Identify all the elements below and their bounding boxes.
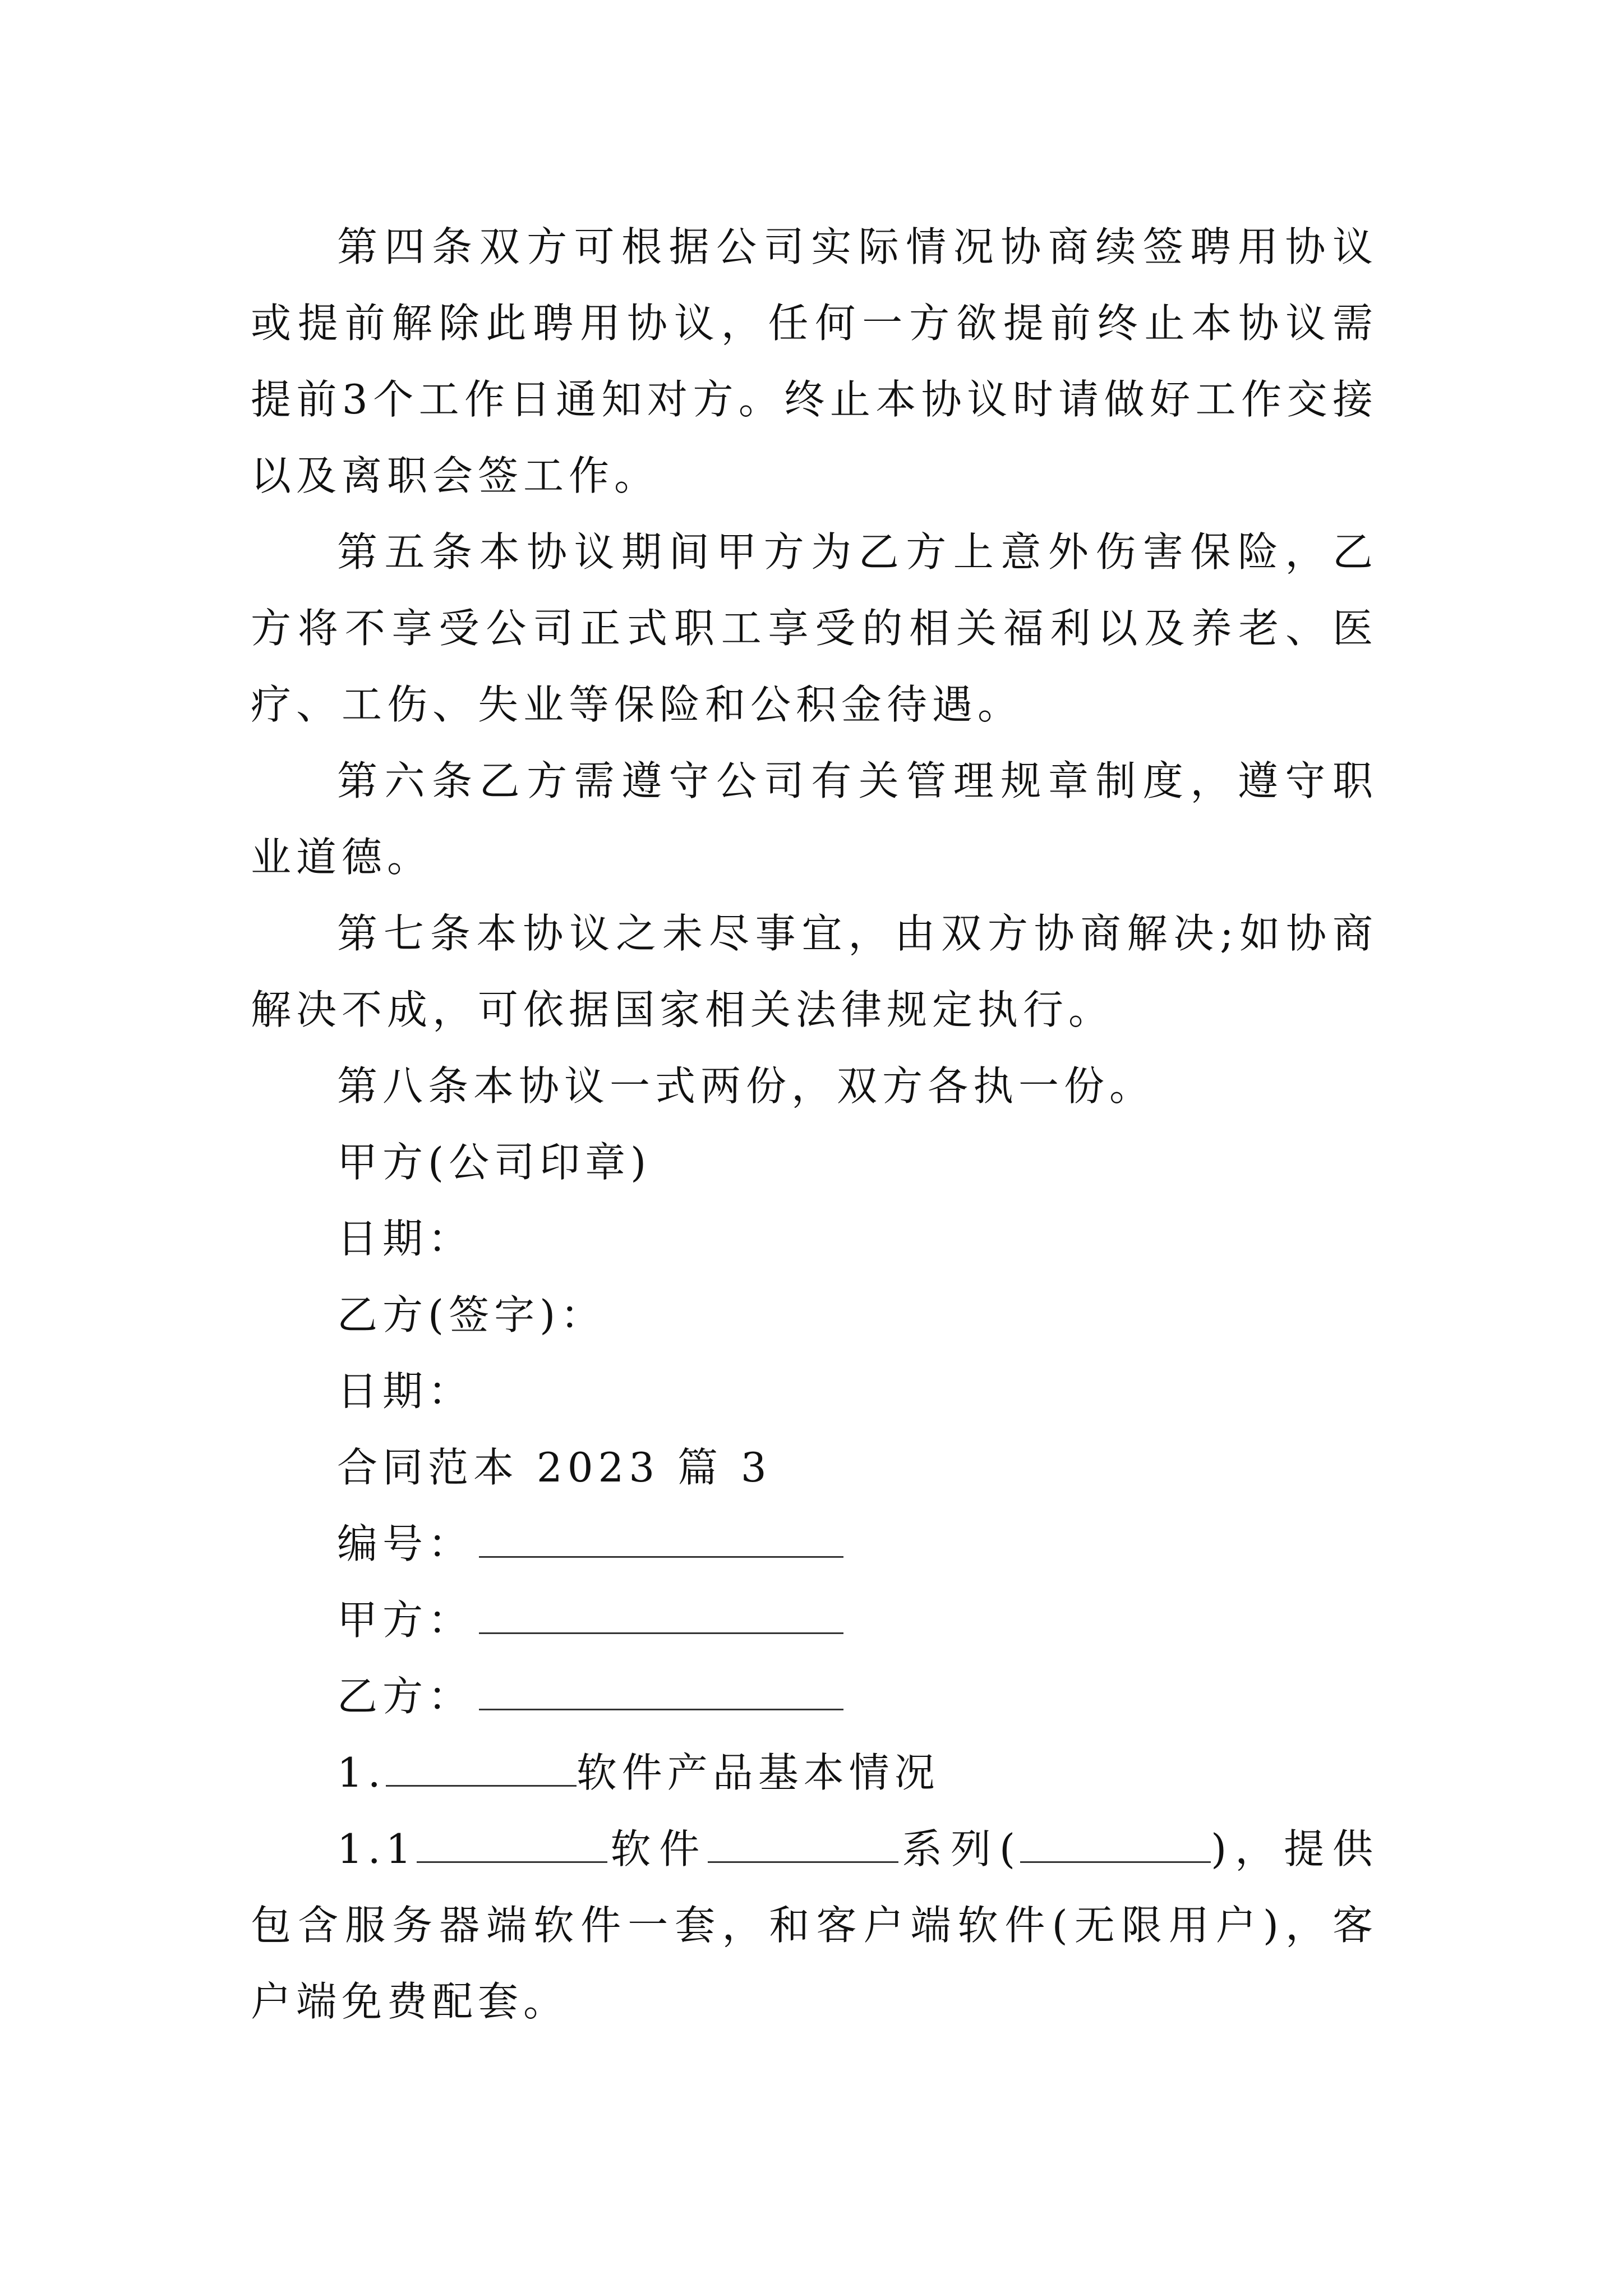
article-4: 第四条双方可根据公司实际情况协商续签聘用协议或提前解除此聘用协议，任何一方欲提前终止本协议需提前3个工作日通知对方。终止本协议时请做好工作交接以及离职会签工作。 (251, 223, 1378, 499)
date-line: 日期： (337, 1215, 474, 1262)
party-b-blank (479, 1676, 843, 1710)
party-b-row (251, 1658, 1378, 1734)
clause-1-1-series: 系列( (898, 1825, 1021, 1872)
clause-1 (251, 1734, 1378, 1811)
contract-number-row (251, 1506, 1378, 1582)
date-line: 日期： (337, 1368, 474, 1415)
clause-1-1-blank-b (708, 1829, 898, 1863)
party-a-blank (479, 1600, 843, 1634)
clause-1-1-blank-a (417, 1829, 607, 1863)
contract-number-blank (479, 1524, 843, 1558)
clause-1-number: 1. (337, 1749, 386, 1796)
article-7: 第七条本协议之未尽事宜，由双方协商解决;如协商解决不成，可依据国家相关法律规定执行。 (251, 910, 1378, 1033)
clause-1-1 (251, 1811, 1378, 2040)
clause-1-1-blank-c (1020, 1829, 1211, 1863)
clause-1-1-rest: )，提供包含服务器端软件一套，和客户端软件(无限用户)，客户端免费配套。 (251, 1825, 1378, 2025)
article-6: 第六条乙方需遵守公司有关管理规章制度，遵守职业道德。 (251, 757, 1378, 881)
section-title: 合同范本 2023 篇 3 (337, 1444, 772, 1491)
party-a-row (251, 1582, 1378, 1658)
contract-number-label: 编号： (337, 1520, 474, 1567)
party-a-label: 甲方： (337, 1596, 474, 1644)
article-5: 第五条本协议期间甲方为乙方上意外伤害保险，乙方将不享受公司正式职工享受的相关福利以及养老、医疗、工伤、失业等保险和公积金待遇。 (251, 528, 1378, 728)
party-b-signature: 乙方(签字)： (337, 1291, 606, 1338)
clause-1-blank (386, 1752, 577, 1787)
clause-1-1-number: 1.1 (337, 1825, 417, 1872)
party-a-seal: 甲方(公司印章) (337, 1139, 652, 1186)
party-b-label: 乙方： (337, 1673, 474, 1720)
document-body (251, 209, 1378, 2040)
clause-1-text: 软件产品基本情况 (576, 1749, 940, 1796)
article-8: 第八条本协议一式两份，双方各执一份。 (337, 1062, 1155, 1110)
clause-1-1-software: 软件 (607, 1825, 708, 1872)
